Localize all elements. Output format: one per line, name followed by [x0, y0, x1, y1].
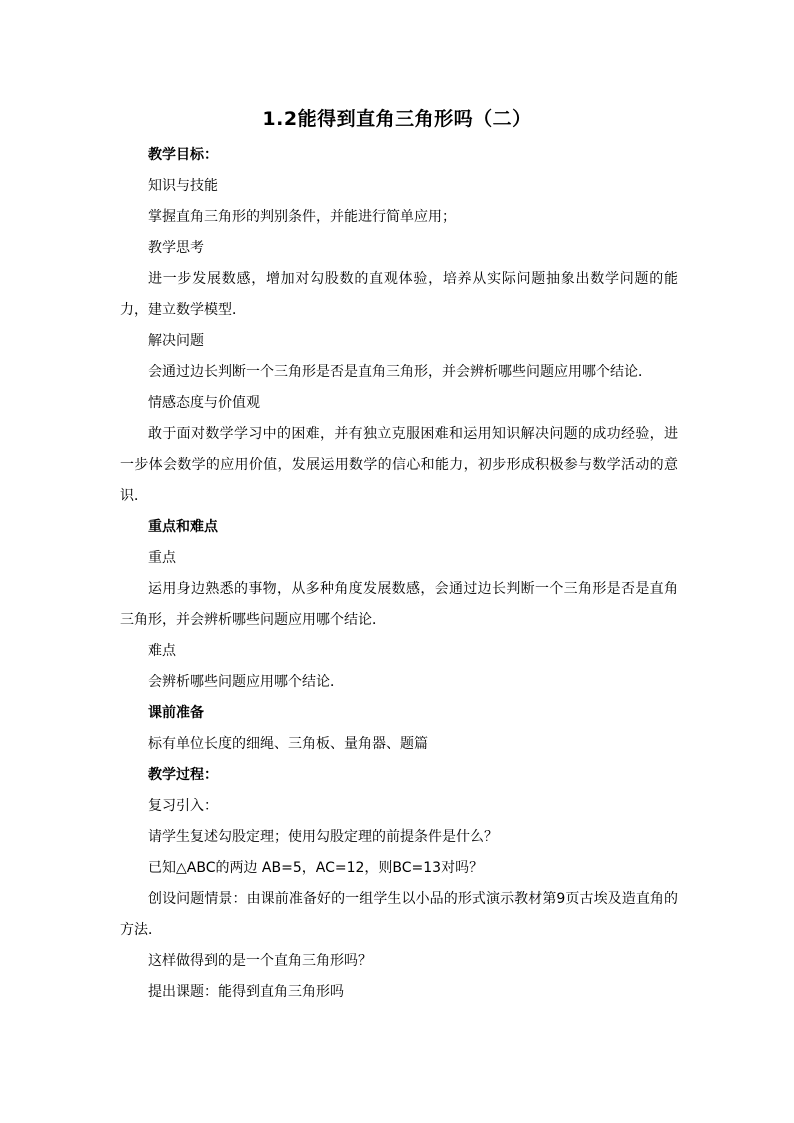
- document-title: 1.2能得到直角三角形吗（二）: [262, 108, 532, 130]
- review-question-2: 已知△ABC的两边 AB=5，AC=12，则BC=13对吗？: [148, 860, 484, 876]
- key-point-text: 运用身边熟悉的事物，从多种角度发展数感，会通过边长判断一个三角形是否是直角三角形，并会辨析哪些问题应用哪个结论．: [120, 581, 678, 628]
- problem-solving-heading: 解决问题: [148, 333, 204, 349]
- key-difficult-heading: 重点和难点: [148, 519, 218, 535]
- knowledge-skills-heading: 知识与技能: [148, 178, 218, 194]
- question-text: 这样做得到的是一个直角三角形吗？: [148, 953, 372, 969]
- math-thinking-text: 进一步发展数感，增加对勾股数的直观体验，培养从实际问题抽象出数学问题的能力，建立数学模型．: [120, 271, 678, 318]
- problem-solving-text: 会通过边长判断一个三角形是否是直角三角形，并会辨析哪些问题应用哪个结论．: [148, 364, 652, 380]
- scenario-text: 创设问题情景：由课前准备好的一组学生以小品的形式演示教材第9页古埃及造直角的方法．: [120, 891, 678, 938]
- preparation-heading: 课前准备: [148, 705, 204, 721]
- attitude-text: 敢于面对数学学习中的困难，并有独立克服困难和运用知识解决问题的成功经验，进一步体会数学的应用价值，发展运用数学的信心和能力，初步形成积极参与数学活动的意识．: [120, 426, 678, 504]
- knowledge-skills-text: 掌握直角三角形的判别条件，并能进行简单应用；: [148, 209, 456, 225]
- attitude-heading: 情感态度与价值观: [148, 395, 260, 411]
- difficult-point-text: 会辨析哪些问题应用哪个结论．: [148, 674, 344, 690]
- objectives-heading: 教学目标：: [148, 147, 218, 163]
- topic-text: 提出课题：能得到直角三角形吗: [148, 984, 344, 1000]
- difficult-point-heading: 难点: [148, 643, 176, 659]
- review-question-1: 请学生复述勾股定理；使用勾股定理的前提条件是什么？: [148, 829, 498, 845]
- process-heading: 教学过程：: [148, 767, 218, 783]
- review-intro: 复习引入：: [148, 798, 218, 814]
- key-point-heading: 重点: [148, 550, 176, 566]
- math-thinking-heading: 教学思考: [148, 240, 204, 256]
- document-body: [120, 140, 678, 1008]
- preparation-text: 标有单位长度的细绳、三角板、量角器、题篇: [148, 736, 428, 752]
